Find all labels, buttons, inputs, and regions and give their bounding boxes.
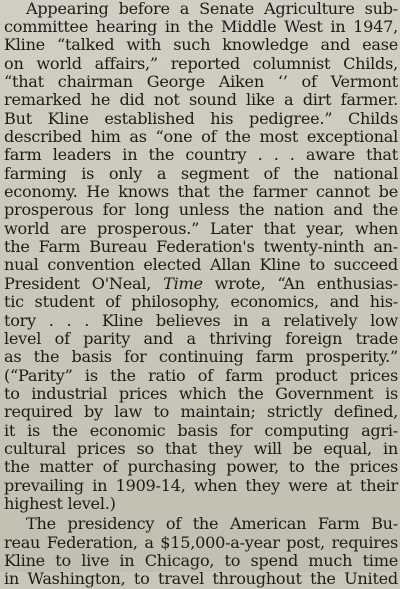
text-line: highest level.)	[4, 493, 116, 513]
text-line: Kline “talked with such knowledge and ease	[4, 35, 398, 55]
text-line: economy. He knows that the farmer cannot be	[4, 182, 398, 202]
text-line: tory . . . Kline believes in a relatively low	[4, 310, 398, 330]
text-line: (“Parity” is the ratio of farm product prices	[4, 365, 398, 385]
text-line: reau Federation, a $15,000-a-year post, requires	[4, 532, 398, 552]
text-line: cultural prices so that they will be equal, in	[4, 438, 398, 458]
text-line: described him as “one of the most exceptional	[4, 127, 398, 147]
text-line: on world affairs,” reported columnist Childs,	[4, 53, 398, 73]
text-line: prevailing in 1909-14, when they were at their	[4, 475, 398, 495]
text-line: The presidency of the American Farm Bu-	[26, 514, 398, 534]
text-line: the Farm Bureau Federation's twenty-ninth an-	[4, 237, 398, 257]
text-line: farm leaders in the country . . . aware that	[4, 145, 398, 165]
text-line: nual convention elected Allan Kline to succeed	[4, 255, 398, 275]
text-line: the matter of purchasing power, to the prices	[4, 457, 398, 477]
text-line: level of parity and a thriving foreign trade	[4, 328, 398, 348]
text-line: world are prosperous.” Later that year, when	[4, 218, 398, 238]
text-line: Kline to live in Chicago, to spend much time	[4, 550, 398, 570]
paragraph-2	[4, 515, 398, 588]
text-line: But Kline established his pedigree.” Childs	[4, 108, 398, 128]
text-line	[4, 275, 398, 293]
text-line: as the basis for continuing farm prosperity.”	[4, 347, 398, 367]
text-line: in Washington, to travel throughout the United	[4, 569, 398, 589]
text-column	[4, 0, 398, 589]
text-line: tic student of philosophy, economics, and his-	[4, 292, 398, 312]
text-line: “that chairman George Aiken ‘’ of Vermont	[4, 72, 398, 92]
text-line: to industrial prices which the Government is	[4, 383, 398, 403]
text-line: it is the economic basis for computing agri-	[4, 420, 398, 440]
text-run: wrote, “An enthusias-	[202, 273, 398, 293]
text-line: prosperous for long unless the nation and the	[4, 200, 398, 220]
text-run: President O'Neal,	[4, 273, 164, 293]
text-line: remarked he did not sound like a dirt farmer.	[4, 90, 398, 110]
text-line: farming is only a segment of the national	[4, 163, 398, 183]
text-line: required by law to maintain; strictly defined,	[4, 402, 398, 422]
text-line: Appearing before a Senate Agriculture sub-	[26, 0, 398, 18]
magazine-title: Time	[163, 273, 203, 293]
paragraph-1	[4, 0, 398, 513]
text-line: committee hearing in the Middle West in 1947,	[4, 17, 398, 36]
